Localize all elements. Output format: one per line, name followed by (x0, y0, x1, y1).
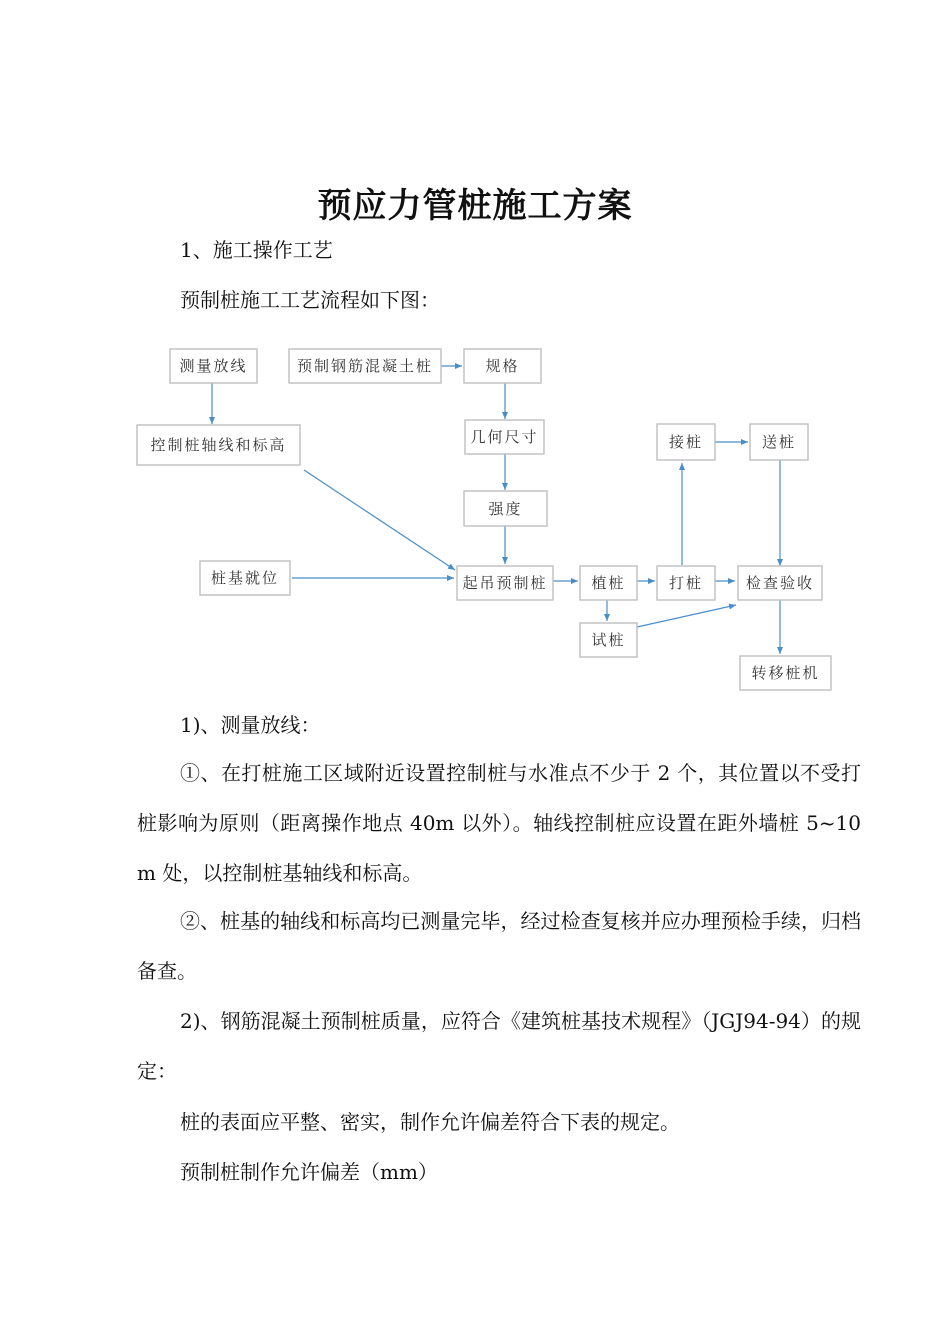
flow-node-control-label: 控制桩轴线和标高 (150, 436, 287, 454)
flow-node-send (750, 424, 808, 460)
flow-node-inspect (738, 566, 822, 600)
flow-node-precast-label: 预制钢筋混凝土桩 (296, 357, 434, 375)
flow-node-drive (657, 566, 715, 600)
flow-intro: 预制桩施工工艺流程如下图： (180, 288, 440, 312)
flow-node-spec (464, 349, 541, 383)
subsection2-paragraph: 2)、钢筋混凝土预制桩质量，应符合《建筑桩基技术规程》（JGJ94-94）的规定： (137, 1009, 861, 1083)
flow-node-lift (457, 566, 553, 600)
flow-node-move-label: 转移桩机 (751, 664, 820, 682)
section1-heading: 1、施工操作工艺 (180, 238, 333, 262)
arrow-trial-inspect (637, 605, 736, 627)
flow-node-inspect-label: 检查验收 (745, 574, 815, 592)
flow-node-plant-label: 植桩 (591, 574, 626, 592)
flow-node-strength (464, 491, 547, 526)
flow-node-geometry (465, 420, 544, 454)
flow-node-survey (170, 349, 257, 383)
surface-requirement: 桩的表面应平整、密实，制作允许偏差符合下表的规定。 (180, 1110, 680, 1134)
flow-node-joint (657, 424, 715, 460)
item1-paragraph: ①、在打桩施工区域附近设置控制桩与水准点不少于 2 个，其位置以不受打桩影响为原则（距离操作地点 40m 以外）。轴线控制桩应设置在距外墙桩 5~10m 处，以控制桩基轴线和标高。 (137, 761, 861, 885)
flow-node-lift-label: 起吊预制桩 (462, 574, 548, 592)
page-title: 预应力管桩施工方案 (317, 186, 633, 226)
flow-node-survey-label: 测量放线 (179, 357, 248, 375)
flow-node-trial (580, 623, 637, 657)
table-caption: 预制桩制作允许偏差（mm） (180, 1160, 438, 1184)
flow-node-control (137, 425, 300, 465)
flow-node-precast (289, 349, 441, 383)
flow-node-drive-label: 打桩 (668, 574, 704, 592)
flow-node-trial-label: 试桩 (591, 631, 626, 649)
flow-node-strength-label: 强度 (488, 500, 523, 518)
subsection1-heading: 1)、测量放线： (180, 713, 321, 737)
flow-node-geometry-label: 几何尺寸 (470, 428, 539, 446)
flow-node-joint-label: 接桩 (668, 433, 704, 451)
flow-node-send-label: 送桩 (761, 433, 797, 451)
item2-paragraph: ②、桩基的轴线和标高均已测量完毕，经过检查复核并应办理预检手续，归档备查。 (137, 909, 861, 983)
arrow-control-lift (304, 470, 455, 570)
flow-node-position (200, 561, 290, 595)
flow-node-plant (580, 566, 637, 600)
flow-node-spec-label: 规格 (485, 357, 520, 375)
flow-node-position-label: 桩基就位 (210, 569, 280, 587)
flow-node-move (740, 656, 831, 690)
